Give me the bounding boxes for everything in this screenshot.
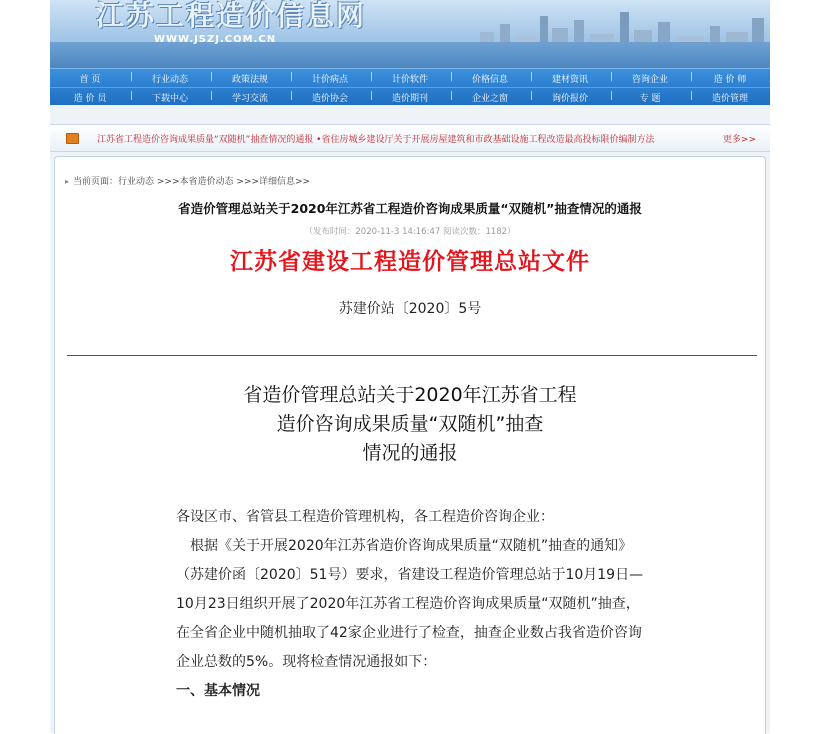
nav-home[interactable]: 首 页 — [79, 74, 101, 85]
document-title — [55, 381, 765, 468]
nav-cost-management[interactable]: | 造价管理 — [690, 91, 770, 104]
site-banner — [50, 0, 770, 68]
nav-consulting-firms[interactable]: | 咨询企业 — [610, 72, 690, 85]
section-heading: 一、基本情况 — [176, 683, 260, 699]
more-link[interactable]: 更多>> — [722, 134, 756, 145]
document-title-line: 省造价管理总站关于2020年江苏省工程 — [243, 384, 577, 406]
nav-cost-staff[interactable]: 造 价 员 — [73, 93, 107, 104]
red-divider — [67, 355, 757, 356]
page-title: 省造价管理总站关于2020年江苏省工程造价咨询成果质量“双随机”抽查情况的通报 — [178, 201, 642, 216]
nav-enterprise-window[interactable]: | 企业之窗 — [450, 91, 530, 104]
lake-water — [50, 42, 770, 68]
page-frame — [50, 0, 770, 733]
site-url: WWW.JSZJ.COM.CN — [154, 34, 277, 45]
main-nav — [50, 68, 770, 105]
nav-cost-engineer[interactable]: | 造 价 师 — [690, 72, 770, 85]
nav-journal[interactable]: | 造价期刊 — [370, 91, 450, 104]
nav-association[interactable]: | 造价协会 — [290, 91, 370, 104]
site-title: 江苏工程造价信息网 — [96, 0, 367, 32]
article-panel — [54, 156, 766, 734]
nav-material-news[interactable]: | 建材资讯 — [530, 72, 610, 85]
nav-row-2 — [50, 87, 770, 106]
nav-learning[interactable]: | 学习交流 — [210, 91, 290, 104]
nav-pricing-issues[interactable]: | 计价病点 — [290, 72, 370, 85]
news-ticker — [50, 124, 770, 152]
article-meta: （发布时间：2020-11-3 14:16:47 阅读次数：1182） — [304, 227, 516, 237]
speaker-icon — [66, 133, 79, 144]
document-number: 苏建价站〔2020〕5号 — [338, 301, 482, 317]
breadcrumb — [65, 174, 310, 187]
document-title-line: 造价咨询成果质量“双随机”抽查 — [276, 413, 544, 435]
ticker-text[interactable]: 江苏省工程造价咨询成果质量“双随机”抽查情况的通报 •省住房城乡建设厅关于开展房屋建筑和市政基础设施工程改造最高投标限价编制方法 — [97, 134, 655, 145]
breadcrumb-arrow-icon: ▸ — [65, 177, 70, 186]
salutation: 各设区市、省管县工程造价管理机构，各工程造价咨询企业： — [176, 509, 554, 525]
nav-industry-news[interactable]: | 行业动态 — [130, 72, 210, 85]
nav-policies[interactable]: | 政策法规 — [210, 72, 290, 85]
nav-pricing-software[interactable]: | 计价软件 — [370, 72, 450, 85]
document-header: 江苏省建设工程造价管理总站文件 — [230, 249, 590, 275]
nav-row-1 — [50, 69, 770, 87]
nav-price-info[interactable]: | 价格信息 — [450, 72, 530, 85]
body-paragraph: 根据《关于开展2020年江苏省造价咨询成果质量“双随机”抽查的通知》（苏建价函〔2020〕51号）要求，省建设工程造价管理总站于10月19日—10月23日组织开展了2020年江苏省工程造价咨询成果质量“双随机”抽查，在全省企业中随机抽取了42家企业进行了检查，抽查企业数占我省造价咨询企业总数的5%。现将检查情况通报如下： — [176, 538, 644, 670]
breadcrumb-text[interactable]: 当前页面：行业动态 >>>本省造价动态 >>>详细信息>> — [73, 177, 311, 187]
document-title-line: 情况的通报 — [362, 442, 458, 464]
nav-downloads[interactable]: | 下载中心 — [130, 91, 210, 104]
nav-topics[interactable]: | 专 题 — [610, 91, 690, 104]
nav-quotes[interactable]: | 询价报价 — [530, 91, 610, 104]
article-body — [176, 503, 650, 706]
